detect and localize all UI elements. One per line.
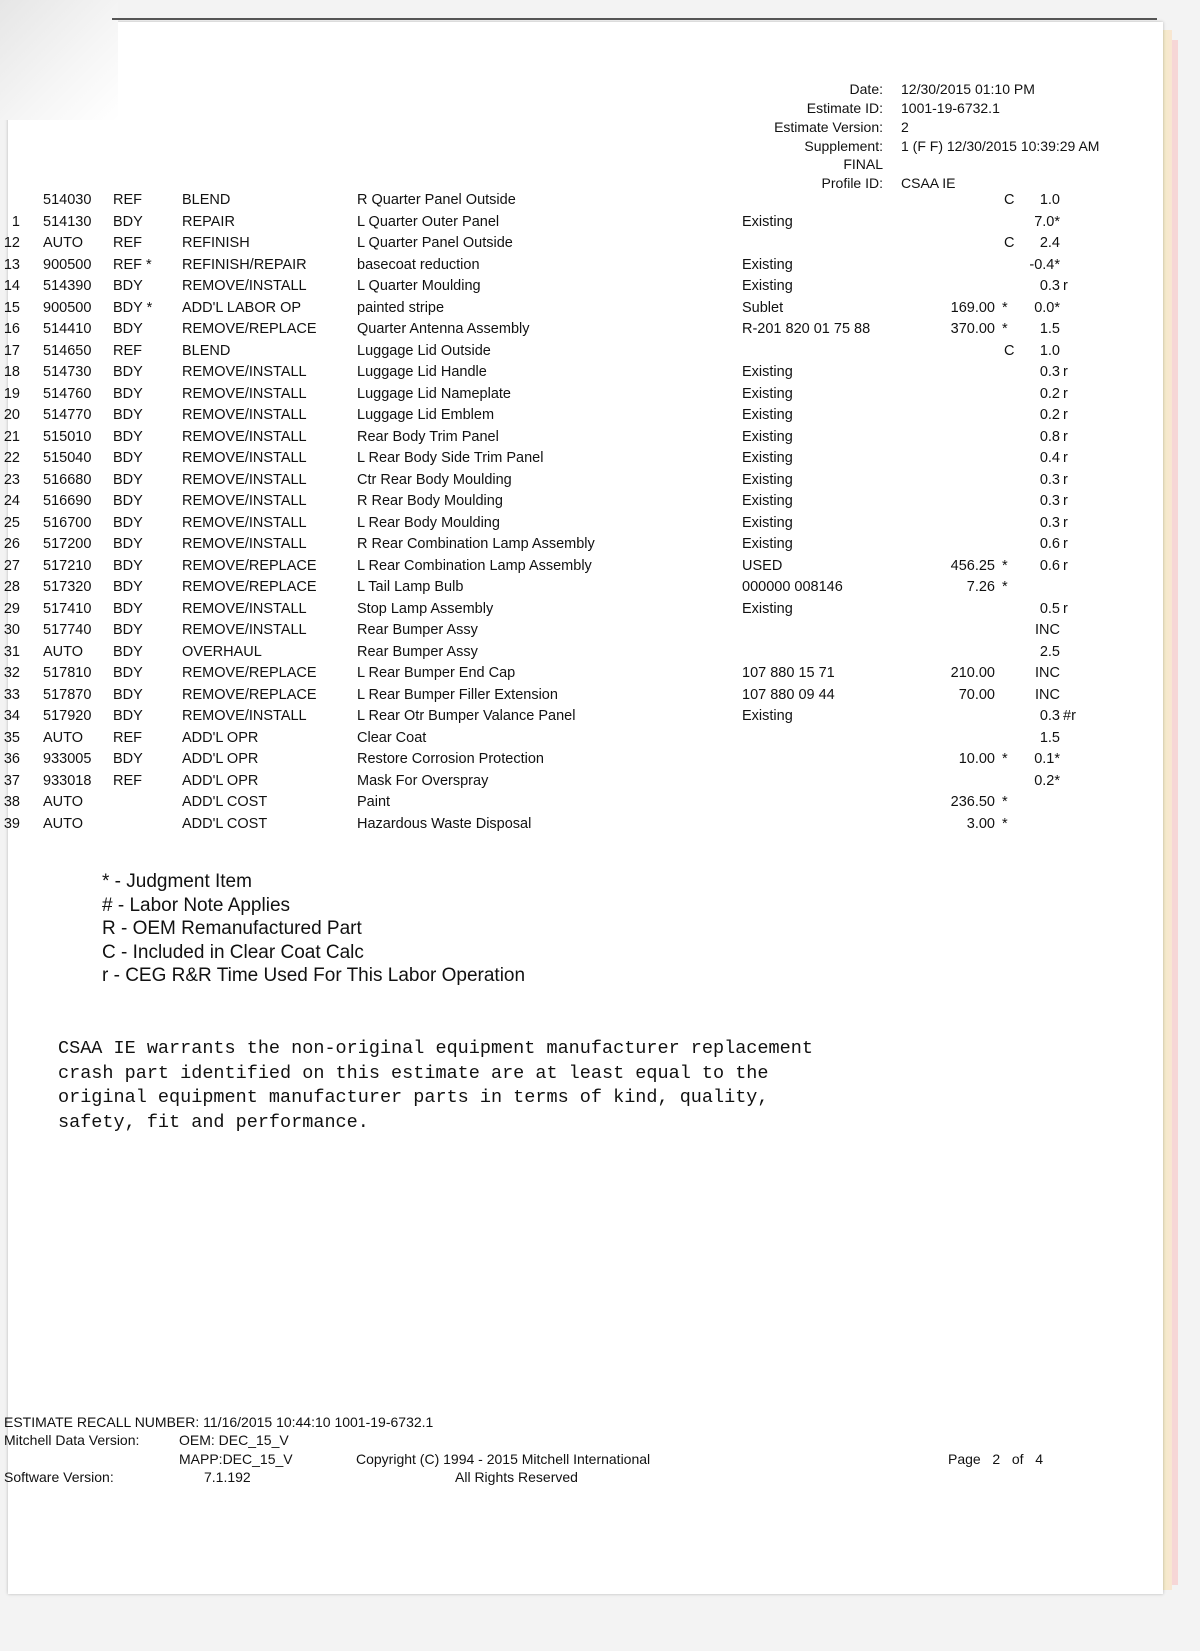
line-item [0,771,1160,793]
labor-hours: 0.3 [1039,364,1060,380]
line-item [0,448,1160,470]
price: 236.50 [950,794,995,810]
operation-number: 900500 [43,256,92,273]
line-item [0,276,1160,298]
labor-category: BDY [113,364,143,380]
labor-category: BDY [113,428,143,445]
operation: OVERHAUL [182,643,262,660]
description: Luggage Lid Outside [357,342,491,359]
line-item [0,384,1160,406]
line-number: 34 [3,708,20,724]
part-type: Existing [742,493,793,509]
line-item [0,814,1160,836]
line-item [0,556,1160,578]
operation: REMOVE/INSTALL [182,278,307,294]
labor-category: REF [113,772,142,789]
price-flag: * [1002,751,1008,767]
price: 456.25 [950,557,995,574]
page-current: 2 [992,1451,1001,1467]
date-label: Date: [849,81,883,97]
line-number: 38 [3,794,20,810]
supplement-value: 1 (F F) 12/30/2015 10:39:29 AM [901,138,1100,154]
labor-hours: 0.2* [1034,772,1060,789]
description: L Quarter Moulding [357,278,481,294]
line-item [0,190,1160,212]
operation-number: 517810 [43,665,92,681]
page-of: of [1011,1451,1024,1467]
operation-number: 514130 [43,213,92,230]
legend-judgment-item: * - Judgment Item [102,871,252,892]
line-number: 32 [3,665,20,681]
page-indicator [948,1450,1043,1468]
operation-number: 517320 [43,579,92,595]
labor-flag: r [1063,450,1068,466]
labor-hours: 0.3 [1039,278,1060,294]
part-type: Existing [742,428,793,445]
description: L Rear Bumper Filler Extension [357,686,558,703]
description: L Rear Body Side Trim Panel [357,450,544,466]
description: Quarter Antenna Assembly [357,321,530,337]
labor-category: BDY [113,708,143,724]
part-type: Existing [742,600,793,617]
price-flag: * [1002,794,1008,810]
line-number: 23 [3,471,20,488]
labor-hours: INC [1035,665,1060,681]
description: Paint [357,794,391,810]
estimate-version-label: Estimate Version: [774,119,883,135]
labor-category: BDY [113,600,143,617]
labor-hours: INC [1035,622,1060,638]
line-number: 29 [3,600,20,617]
line-item [0,491,1160,513]
line-number: 1 [11,213,20,230]
part-type: Existing [742,536,793,552]
part-type: 107 880 15 71 [742,665,835,681]
line-number: 24 [3,493,20,509]
labor-hours: 0.3 [1039,493,1060,509]
operation: REMOVE/INSTALL [182,407,307,423]
legend-oem-remanufactured: R - OEM Remanufactured Part [102,918,362,939]
operation-number: 514730 [43,364,92,380]
operation: REMOVE/REPLACE [182,557,317,574]
operation-number: 514760 [43,385,92,402]
page-total: 4 [1035,1451,1043,1467]
description: L Tail Lamp Bulb [357,579,464,595]
labor-hours: 1.5 [1039,321,1060,337]
line-item [0,792,1160,814]
operation-number: 514030 [43,192,92,208]
rights-reserved: All Rights Reserved [455,1469,578,1485]
labor-hours: 0.6 [1039,536,1060,552]
price: 7.26 [966,579,995,595]
labor-hours: 0.5 [1039,600,1060,617]
part-type: Existing [742,514,793,531]
operation: REMOVE/REPLACE [182,665,317,681]
software-version-value: 7.1.192 [204,1469,251,1485]
labor-category: REF [113,342,142,359]
labor-category: BDY [113,407,143,423]
description: R Quarter Panel Outside [357,192,516,208]
labor-category: BDY [113,321,143,337]
labor-hours: -0.4* [1029,256,1060,273]
legend-clear-coat: C - Included in Clear Coat Calc [102,941,364,963]
line-number: 36 [3,751,20,767]
oem-version: OEM: DEC_15_V [179,1432,289,1448]
labor-category: BDY [113,665,143,681]
labor-flag: r [1063,600,1068,617]
line-item [0,620,1160,642]
operation: REMOVE/INSTALL [182,385,307,402]
operation: REFINISH [182,235,250,251]
operation-number: 516700 [43,514,92,531]
warranty-statement: CSAA IE warrants the non-original equipment manufacturer replacement crash part identified on this estimate are at least equal to the original equipment manufacturer parts in terms of kind, quality, safety, fit and performance. [58,1038,813,1133]
data-version-label: Mitchell Data Version: [4,1432,140,1448]
line-number: 13 [3,256,20,273]
part-type: Existing [742,256,793,273]
labor-hours: 0.0* [1034,299,1060,316]
operation: REMOVE/INSTALL [182,514,307,531]
operation: ADD'L COST [182,794,268,810]
labor-hours: 0.2 [1039,407,1060,423]
description: L Quarter Panel Outside [357,235,513,251]
description: painted stripe [357,299,445,316]
operation-number: 514410 [43,321,92,337]
price-flag: * [1002,321,1008,337]
profile-id-value: CSAA IE [901,175,956,191]
operation: BLEND [182,342,231,359]
operation-number: AUTO [43,794,84,810]
line-number: 28 [3,579,20,595]
labor-hours: INC [1035,686,1060,703]
labor-category: BDY [113,450,143,466]
price-flag: * [1002,815,1008,832]
labor-hours: 1.5 [1039,729,1060,746]
line-number: 15 [3,299,20,316]
part-type: Existing [742,407,793,423]
clear-coat-flag: C [1004,192,1015,208]
labor-category: REF [113,192,142,208]
operation: REMOVE/INSTALL [182,450,307,466]
estimate-id-value: 1001-19-6732.1 [901,100,1000,116]
labor-category: BDY [113,471,143,488]
line-item [0,233,1160,255]
price-flag: * [1002,579,1008,595]
operation-number: 517740 [43,622,92,638]
labor-category: BDY * [113,299,153,316]
description: L Rear Combination Lamp Assembly [357,557,592,574]
labor-category: BDY [113,686,143,703]
labor-flag: r [1063,364,1068,380]
line-item [0,427,1160,449]
line-number: 39 [3,815,20,832]
labor-flag: r [1063,557,1068,574]
price-flag: * [1002,557,1008,574]
line-number: 12 [3,235,20,251]
profile-id-label: Profile ID: [821,175,883,191]
operation: REMOVE/INSTALL [182,708,307,724]
operation: REMOVE/INSTALL [182,600,307,617]
description: Stop Lamp Assembly [357,600,494,617]
line-item [0,706,1160,728]
line-item [0,362,1160,384]
description: Restore Corrosion Protection [357,751,544,767]
operation-number: 514650 [43,342,92,359]
labor-hours: 7.0* [1034,213,1060,230]
labor-category: BDY [113,385,143,402]
estimate-id-label: Estimate ID: [806,100,883,116]
description: R Rear Body Moulding [357,493,503,509]
labor-hours: 0.3 [1039,708,1060,724]
clear-coat-flag: C [1004,235,1015,251]
labor-hours: 2.4 [1039,235,1060,251]
labor-hours: 1.0 [1039,342,1060,359]
part-type: Existing [742,471,793,488]
labor-category: BDY [113,557,143,574]
operation: REMOVE/REPLACE [182,579,317,595]
operation: REMOVE/REPLACE [182,686,317,703]
description: L Rear Body Moulding [357,514,500,531]
mapp-version: MAPP:DEC_15_V [179,1451,293,1467]
description: Hazardous Waste Disposal [357,815,532,832]
description: Mask For Overspray [357,772,489,789]
price: 70.00 [958,686,995,703]
price-flag: * [1002,299,1008,316]
description: Ctr Rear Body Moulding [357,471,512,488]
line-item [0,298,1160,320]
labor-category: BDY [113,213,143,230]
estimate-version-value: 2 [901,119,909,135]
line-item [0,470,1160,492]
line-number: 27 [3,557,20,574]
description: R Rear Combination Lamp Assembly [357,536,595,552]
operation: REFINISH/REPAIR [182,256,307,273]
line-item [0,685,1160,707]
operation: BLEND [182,192,231,208]
operation-number: 933005 [43,751,92,767]
operation: ADD'L LABOR OP [182,299,302,316]
top-rule [112,18,1157,20]
line-item [0,728,1160,750]
clear-coat-flag: C [1004,342,1015,359]
line-item [0,405,1160,427]
line-number: 25 [3,514,20,531]
labor-flag: r [1063,428,1068,445]
operation: REMOVE/INSTALL [182,364,307,380]
operation-number: 514390 [43,278,92,294]
operation-number: 517870 [43,686,92,703]
labor-category: REF * [113,256,152,273]
operation-number: 516690 [43,493,92,509]
operation-number: AUTO [43,643,84,660]
labor-flag: r [1063,514,1068,531]
part-type: Sublet [742,299,784,316]
line-number: 37 [3,772,20,789]
line-number: 19 [3,385,20,402]
operation-number: 515010 [43,428,92,445]
operation: REMOVE/INSTALL [182,536,307,552]
final-label: FINAL [843,156,883,172]
line-item [0,642,1160,664]
operation-number: 517200 [43,536,92,552]
labor-category: BDY [113,514,143,531]
price: 210.00 [950,665,995,681]
labor-hours: 0.8 [1039,428,1060,445]
operation: ADD'L COST [182,815,268,832]
line-item [0,255,1160,277]
operation: REMOVE/INSTALL [182,471,307,488]
description: Luggage Lid Emblem [357,407,495,423]
operation: REMOVE/INSTALL [182,428,307,445]
line-item [0,212,1160,234]
line-number: 18 [3,364,20,380]
line-number: 21 [3,428,20,445]
part-type: USED [742,557,783,574]
labor-hours: 0.3 [1039,471,1060,488]
operation: REMOVE/REPLACE [182,321,317,337]
labor-flag: r [1063,278,1068,294]
labor-hours: 1.0 [1039,192,1060,208]
operation: REMOVE/INSTALL [182,493,307,509]
line-item [0,577,1160,599]
line-number: 14 [3,278,20,294]
folded-corner [0,0,118,120]
operation: REMOVE/INSTALL [182,622,307,638]
operation-number: 514770 [43,407,92,423]
part-type: 000000 008146 [742,579,843,595]
operation: REPAIR [182,213,235,230]
part-type: Existing [742,364,793,380]
line-item [0,749,1160,771]
software-version-label: Software Version: [4,1469,114,1485]
labor-category: REF [113,729,142,746]
copyright: Copyright (C) 1994 - 2015 Mitchell International [356,1451,651,1467]
line-item [0,341,1160,363]
operation-number: 517920 [43,708,92,724]
line-number: 33 [3,686,20,703]
part-type: R-201 820 01 75 88 [742,321,871,337]
labor-category: BDY [113,751,143,767]
page-word: Page [948,1451,981,1467]
labor-category: BDY [113,493,143,509]
estimate-recall-number: ESTIMATE RECALL NUMBER: 11/16/2015 10:44:10 1001-19-6732.1 [4,1414,434,1430]
legend-labor-note: # - Labor Note Applies [102,894,291,916]
labor-flag: r [1063,471,1068,488]
description: Luggage Lid Nameplate [357,385,511,402]
line-item [0,513,1160,535]
labor-flag: r [1063,385,1068,402]
description: L Quarter Outer Panel [357,213,500,230]
part-type: Existing [742,450,793,466]
description: Rear Bumper Assy [357,643,478,660]
operation-number: 517410 [43,600,92,617]
labor-hours: 0.2 [1039,385,1060,402]
line-item [0,534,1160,556]
operation: ADD'L OPR [182,729,259,746]
part-type: Existing [742,385,793,402]
part-type: Existing [742,213,793,230]
labor-category: BDY [113,643,143,660]
supplement-label: Supplement: [804,138,883,154]
line-item [0,319,1160,341]
description: basecoat reduction [357,256,480,273]
labor-category: REF [113,235,142,251]
line-number: 31 [3,643,20,660]
description: Rear Bumper Assy [357,622,478,638]
price: 10.00 [958,751,995,767]
description: Rear Body Trim Panel [357,428,499,445]
part-type: 107 880 09 44 [742,686,835,703]
date-value: 12/30/2015 01:10 PM [901,81,1035,97]
line-item [0,663,1160,685]
operation: ADD'L OPR [182,772,259,789]
labor-hours: 0.1* [1034,751,1060,767]
operation-number: 516680 [43,471,92,488]
legend-ceg-time: r - CEG R&R Time Used For This Labor Operation [102,965,526,986]
part-type: Existing [742,278,793,294]
operation: ADD'L OPR [182,751,259,767]
description: Luggage Lid Handle [357,364,487,380]
line-number: 16 [3,321,20,337]
operation-number: AUTO [43,729,84,746]
labor-flag: r [1063,493,1068,509]
labor-hours: 0.6 [1039,557,1060,574]
line-number: 22 [3,450,20,466]
price: 3.00 [966,815,995,832]
labor-hours: 2.5 [1039,643,1060,660]
labor-flag: #r [1063,708,1076,724]
line-number: 35 [3,729,20,746]
labor-flag: r [1063,536,1068,552]
labor-category: BDY [113,278,143,294]
operation-number: 933018 [43,772,92,789]
labor-category: BDY [113,622,143,638]
part-type: Existing [742,708,793,724]
line-number: 26 [3,536,20,552]
paper-edge-yellow [1162,30,1172,1590]
legend [102,870,525,988]
price: 370.00 [950,321,995,337]
operation-number: 900500 [43,299,92,316]
labor-category: BDY [113,579,143,595]
labor-hours: 0.4 [1039,450,1060,466]
operation-number: AUTO [43,235,84,251]
labor-category: BDY [113,536,143,552]
price: 169.00 [950,299,995,316]
labor-flag: r [1063,407,1068,423]
operation-number: 515040 [43,450,92,466]
line-number: 30 [3,622,20,638]
line-number: 20 [3,407,20,423]
description: L Rear Otr Bumper Valance Panel [357,708,576,724]
operation-number: AUTO [43,815,84,832]
line-number: 17 [3,342,20,359]
description: Clear Coat [357,729,427,746]
description: L Rear Bumper End Cap [357,665,516,681]
line-item [0,599,1160,621]
operation-number: 517210 [43,557,92,574]
labor-hours: 0.3 [1039,514,1060,531]
paper-edge-pink [1172,40,1178,1585]
